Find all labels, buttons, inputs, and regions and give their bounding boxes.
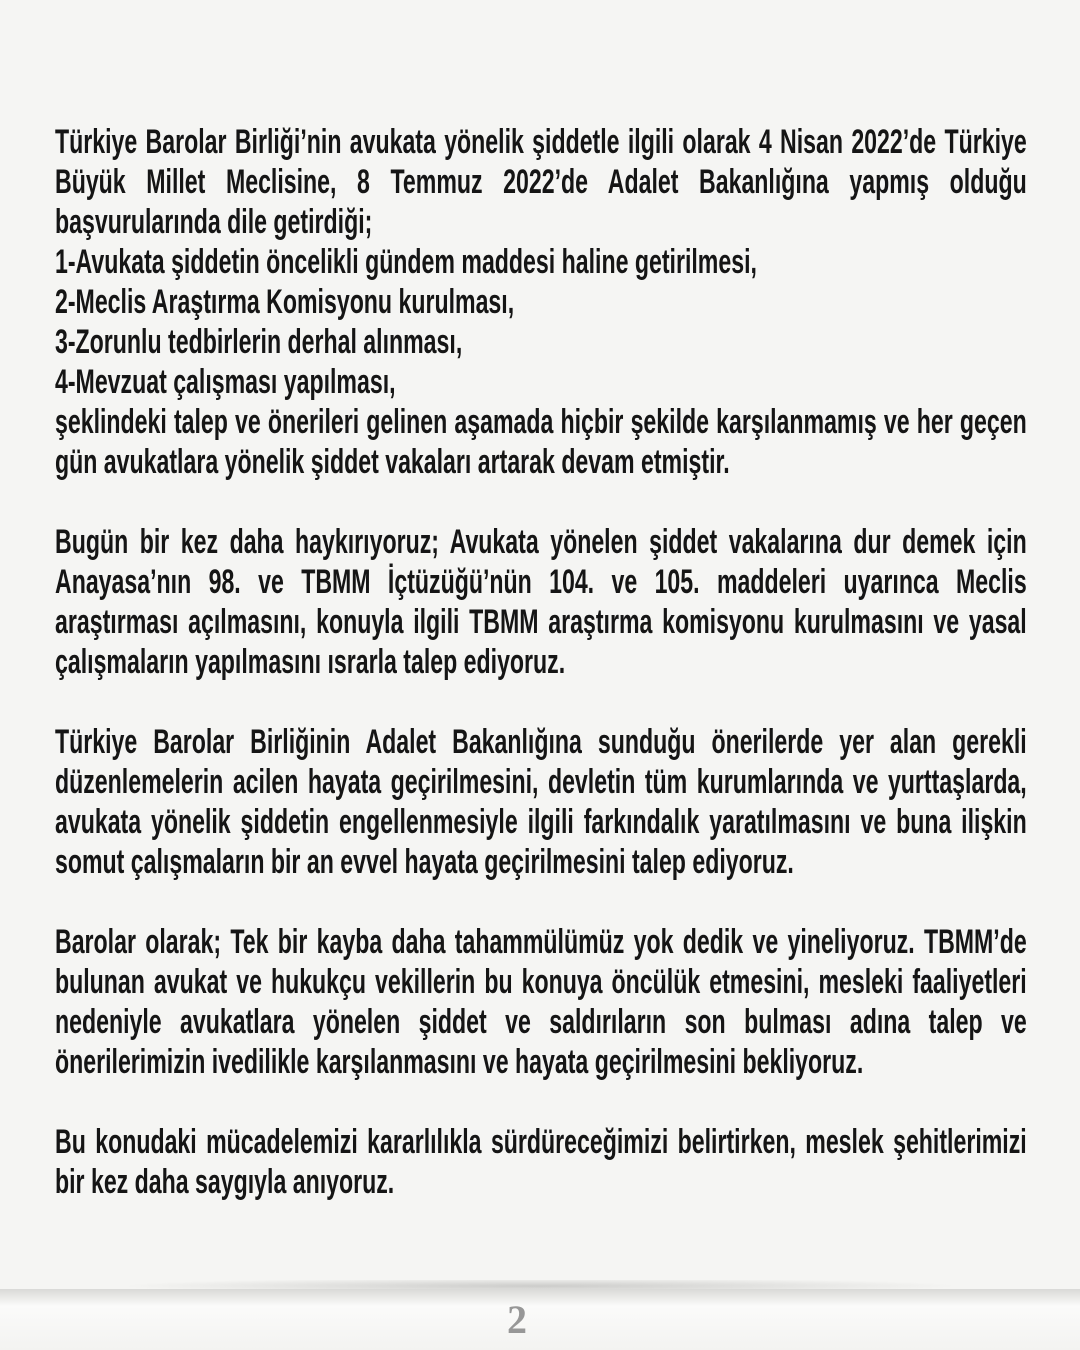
bar-appeal-paragraph: Barolar olarak; Tek bir kayba daha tahammülümüz yok dedik ve yineliyoruz. TBMM’de bulunan avukat ve hukukçu vekillerin bu konuya öncülük etmesini, mesleki faaliyetleri nedeniyle avukatlara yönelen şiddet ve saldırıların son bulması adına talep ve önerilerimizin ivedilikle karşılanmasını ve hayata geçirilmesini bekliyoruz. (55, 923, 1027, 1081)
list-item-1: 1-Avukata şiddetin öncelikli gündem maddesi haline getirilmesi, (55, 243, 757, 281)
intro-paragraph: Türkiye Barolar Birliği’nin avukata yönelik şiddetle ilgili olarak 4 Nisan 2022’de Türkiye Büyük Millet Meclisine, 8 Temmuz 2022’de Adalet Bakanlığına yapmış olduğu başvurularında dile getirdiği; (55, 123, 1027, 241)
statement-text-block (55, 122, 1027, 1202)
list-item-4: 4-Mevzuat çalışması yapılması, (55, 363, 396, 401)
regulation-paragraph: Türkiye Barolar Birliğinin Adalet Bakanlığına sunduğu önerilerde yer alan gerekli düzenlemelerin acilen hayata geçirilmesini, devletin tüm kurumlarında ve yurttaşlarda, avukata yönelik şiddetin engellenmesiyle ilgili farkındalık yaratılmasını ve buna ilişkin somut çalışmaların bir an evvel hayata geçirilmesini talep ediyoruz. (55, 723, 1027, 881)
list-item-2: 2-Meclis Araştırma Komisyonu kurulması, (55, 283, 515, 321)
page-number: 2 (507, 1297, 527, 1342)
list-item-3: 3-Zorunlu tedbirlerin derhal alınması, (55, 323, 463, 361)
closing-paragraph: Bu konudaki mücadelemizi kararlılıkla sürdüreceğimizi belirtirken, meslek şehitlerimizi bir kez daha saygıyla anıyoruz. (55, 1123, 1027, 1201)
list-closing-paragraph: şeklindeki talep ve önerileri gelinen aşamada hiçbir şekilde karşılanmamış ve her geçen gün avukatlara yönelik şiddet vakaları artarak devam etmiştir. (55, 403, 1027, 481)
demand-paragraph: Bugün bir kez daha haykırıyoruz; Avukata yönelen şiddet vakalarına dur demek için Anayasa’nın 98. ve TBMM İçtüzüğü’nün 104. ve 105. maddeleri uyarınca Meclis araştırması açılmasını, konuyla ilgili TBMM araştırma komisyonu kurulmasını ve yasal çalışmaların yapılmasını ısrarla talep ediyoruz. (55, 523, 1027, 681)
